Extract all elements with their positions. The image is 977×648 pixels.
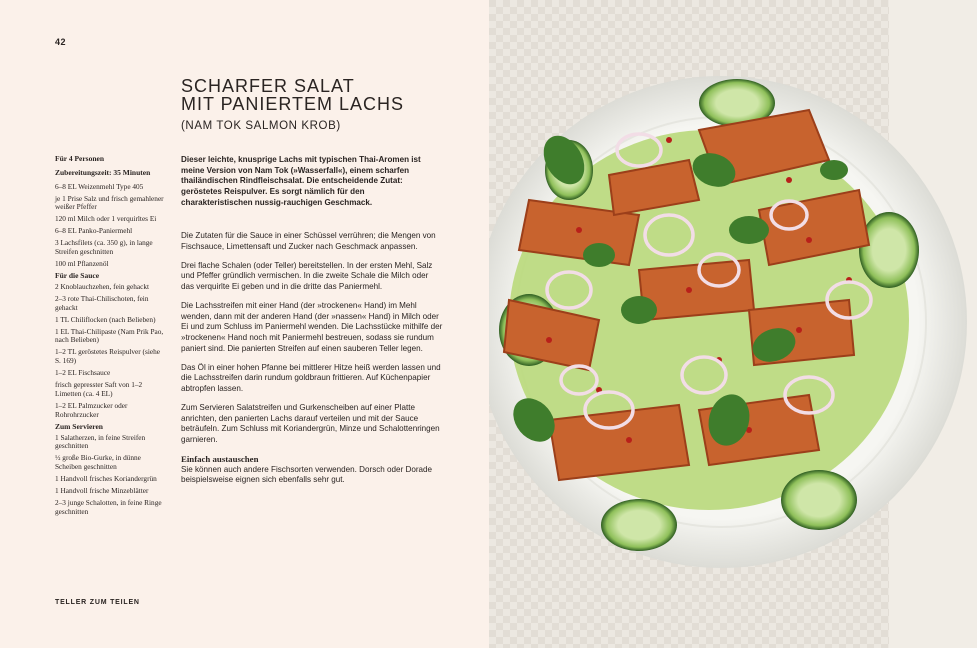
ingredient-item: 2 Knoblauchzehen, fein gehackt (55, 281, 150, 291)
ingredient-list-main (55, 183, 167, 269)
recipe-step: Drei flache Schalen (oder Teller) bereitstellen. In der ersten Mehl, Salz und Pfeffer gründlich vermischen. In die zweite Schale die Milch oder das verquirlte Ei geben und in die dritte das Paniermehl. (181, 260, 433, 291)
ingredient-item: 1 Salatherzen, in feine Streifen geschnitten (55, 432, 146, 451)
ingredient-item: 1 TL Chiliflocken (nach Belieben) (55, 314, 156, 324)
ingredient-item: 2–3 junge Schalotten, in feine Ringe geschnitten (55, 498, 162, 516)
tip-text: Sie können auch andere Fischsorten verwenden. Dorsch oder Dorade beispielsweise eignen sich ebenfalls sehr gut. (181, 464, 433, 485)
recipe-step: Die Zutaten für die Sauce in einer Schüssel verrühren; die Mengen von Fischsauce, Limettensaft und Zucker nach Geschmack anpassen. (181, 231, 436, 251)
sauce-heading: Für die Sauce (55, 271, 100, 281)
recipe-steps (181, 231, 443, 494)
ingredient-item: ½ große Bio-Gurke, in dünne Scheiben geschnitten (55, 453, 141, 472)
ingredient-item: 1–2 TL geröstetes Reispulver (siehe S. 169) (55, 347, 160, 366)
page-number: 42 (55, 37, 67, 47)
recipe-title-line-2: MIT PANIERTEM LACHS (181, 94, 405, 114)
recipe-title (181, 77, 404, 113)
ingredient-item: 3 Lachsfilets (ca. 350 g), in lange Streifen geschnitten (55, 238, 153, 257)
salad-photo (489, 0, 977, 648)
prep-time: Zubereitungszeit: 35 Minuten (55, 167, 151, 177)
recipe-step: Die Lachsstreifen mit einer Hand (der »trockenen« Hand) im Mehl wenden, dann mit der anderen Hand (der »nassen« Hand) in Milch oder Ei und zum Schluss im Paniermehl wenden. Die Lachsstücke mithilfe der »trockenen« Hand noch mit Paniermehl bestreuen, sodass sie rundum paniert sind. Die panierten Streifen auf einen sauberen Teller legen. (181, 300, 443, 353)
recipe-title-line-1: SCHARFER SALAT (181, 76, 355, 96)
recipe-subtitle: (NAM TOK SALMON KROB) (181, 120, 341, 132)
ingredient-item: 120 ml Milch oder 1 verquirltes Ei (55, 214, 157, 224)
ingredient-list-sauce (55, 283, 167, 420)
servings: Für 4 Personen (55, 154, 105, 163)
ingredient-item: 1–2 EL Palmzucker oder Rohrohrzucker (55, 400, 128, 419)
ingredient-item: 100 ml Pflanzenöl (55, 259, 109, 269)
ingredient-item: 1 Handvoll frische Minzeblätter (55, 486, 149, 496)
ingredients-sidebar (55, 155, 167, 520)
serve-heading: Zum Servieren (55, 421, 103, 431)
ingredient-item: 2–3 rote Thai-Chilischoten, fein gehackt (55, 293, 149, 312)
ingredient-item: frisch gepresster Saft von 1–2 Limetten (ca. 4 EL) (55, 380, 143, 398)
ingredient-list-serve (55, 434, 167, 517)
ingredient-item: 1–2 EL Fischsauce (55, 368, 111, 378)
tip-title: Einfach austauschen (181, 453, 259, 464)
ingredient-item: 6–8 EL Weizenmehl Type 405 (55, 181, 144, 191)
salad-illustration (489, 0, 977, 648)
recipe-intro: Dieser leichte, knusprige Lachs mit typischen Thai-Aromen ist meine Version von Nam Tok (»Wasserfall«), einem scharfen thailändischen Rindfleischsalat. Die entscheidende Zutat: geröstetes Reispulver. Es sorgt nämlich für den charakteristischen nussig-rauchigen Geschmack. (181, 155, 421, 207)
chapter-footer: TELLER ZUM TEILEN (55, 599, 140, 606)
ingredient-item: 1 Handvoll frisches Koriandergrün (55, 474, 157, 484)
ingredient-item: 1 EL Thai-Chilipaste (Nam Prik Pao, nach Belieben) (55, 326, 164, 345)
ingredient-item: je 1 Prise Salz und frisch gemahlener weißer Pfeffer (55, 193, 164, 212)
recipe-step: Zum Servieren Salatstreifen und Gurkenscheiben auf einer Platte anrichten, den panierten Lachs darauf verteilen und mit der Sauce beträufeln. Zum Schluss mit Koriandergrün, Minze und Schalottenringen garnieren. (181, 402, 440, 444)
ingredient-item: 6–8 EL Panko-Paniermehl (55, 226, 133, 236)
recipe-step: Das Öl in einer hohen Pfanne bei mittlerer Hitze heiß werden lassen und die Lachsstreifen darin rundum goldbraun frittieren. Auf Küchenpapier abtropfen lassen. (181, 362, 441, 393)
